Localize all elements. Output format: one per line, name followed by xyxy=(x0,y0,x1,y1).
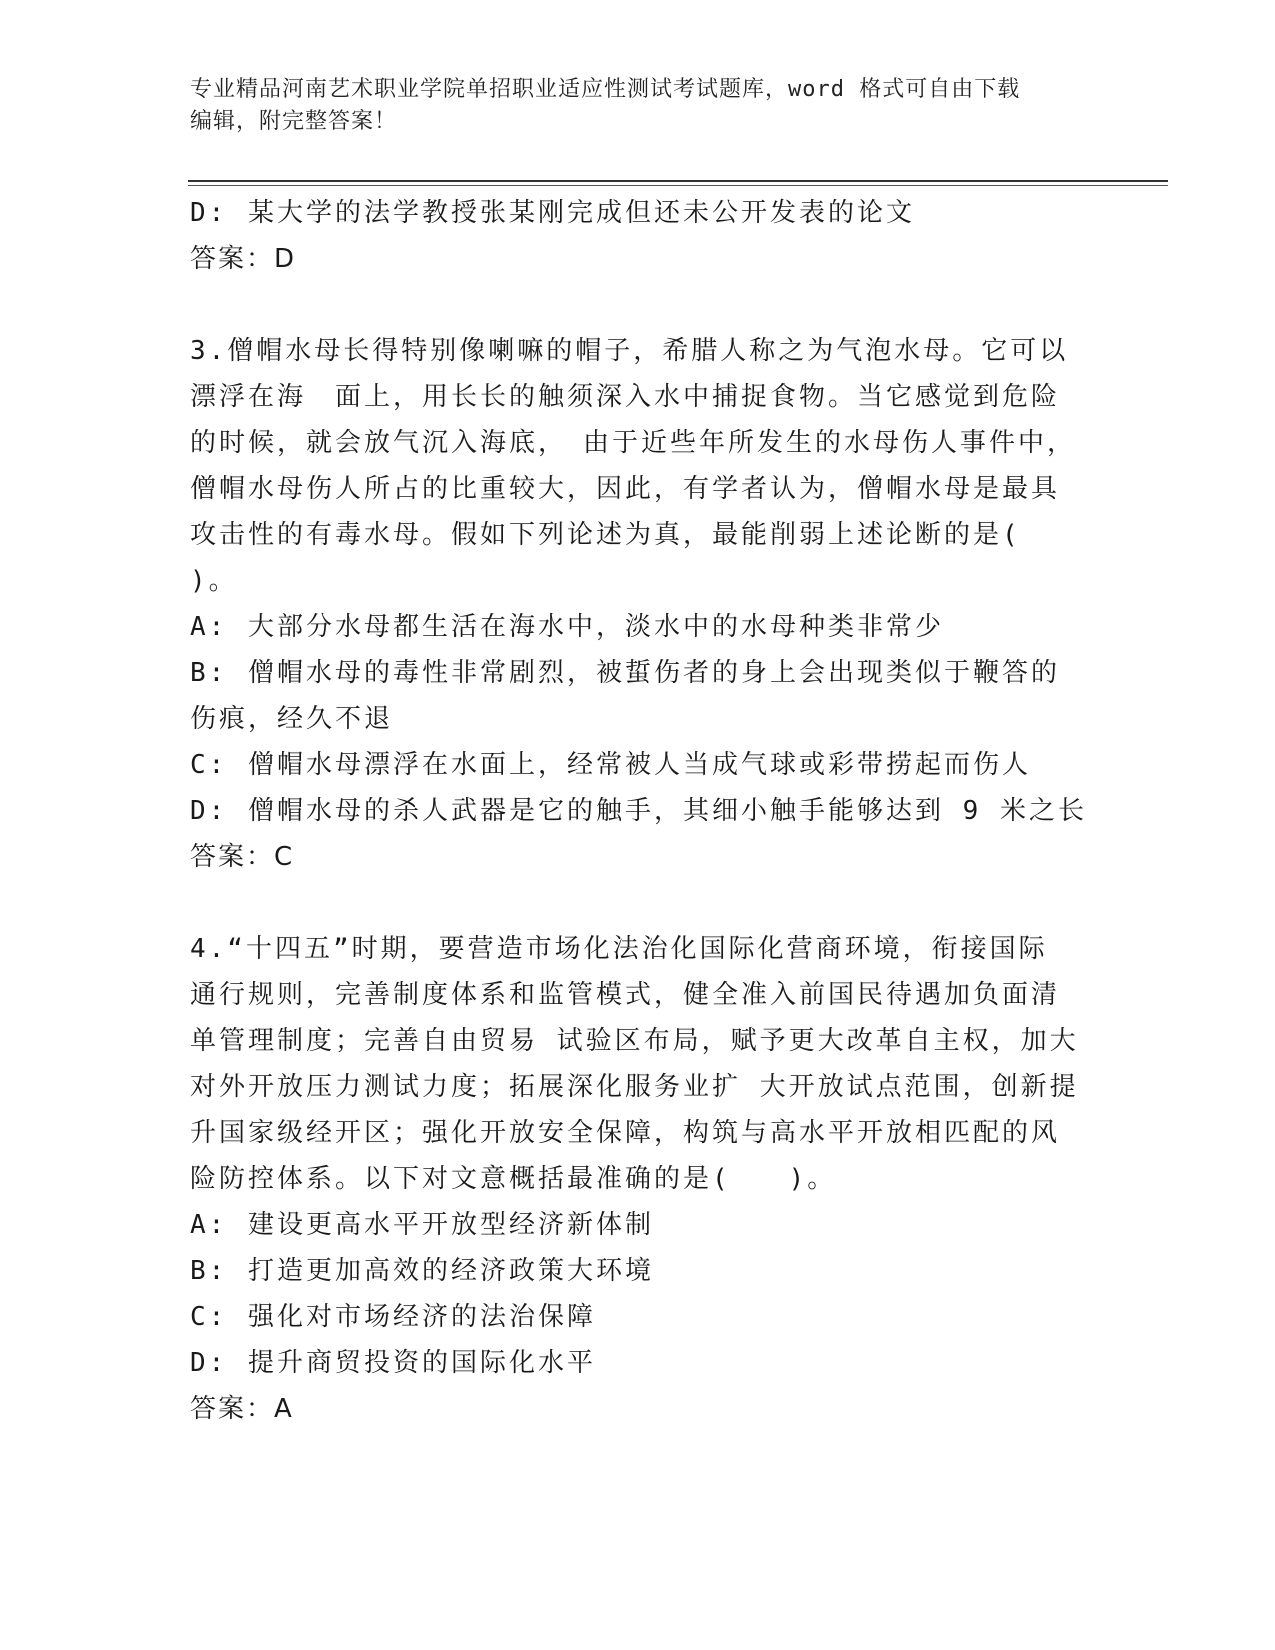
q2-answer: 答案：D xyxy=(190,244,297,274)
q3-stem-line: 3.僧帽水母长得特别像喇嘛的帽子，希腊人称之为气泡水母。它可以 xyxy=(190,336,1069,366)
spacer xyxy=(190,282,1090,328)
document-body xyxy=(190,190,1090,1432)
spacer xyxy=(190,880,1090,926)
q4-stem-line: 4.“十四五”时期，要营造市场化法治化国际化营商环境，衔接国际 xyxy=(190,934,1048,964)
option-text: 僧帽水母的毒性非常剧烈，被蜇伤者的身上会出现类似于鞭答的 xyxy=(248,658,1061,688)
q3-stem-line: 攻击性的有毒水母。假如下列论述为真，最能削弱上述论断的是( xyxy=(190,520,1021,550)
q4-stem xyxy=(190,926,1090,1202)
q3-answer: 答案：C xyxy=(190,842,295,872)
option-text: 某大学的法学教授张某刚完成但还未公开发表的论文 xyxy=(248,198,916,228)
option-key: A: xyxy=(190,612,228,642)
q4-stem-line: 升国家级经开区；强化开放安全保障，构筑与高水平开放相匹配的风 xyxy=(190,1118,1061,1148)
q4-stem-line: 险防控体系。以下对文意概括最准确的是( )。 xyxy=(190,1164,837,1194)
q4-option-a xyxy=(190,1202,1090,1248)
q3-option-b xyxy=(190,650,1090,696)
header-rule-thin xyxy=(188,185,1168,186)
q4-option-c xyxy=(190,1294,1090,1340)
option-key: B: xyxy=(190,658,228,688)
q4-stem-line: 单管理制度；完善自由贸易 试验区布局，赋予更大改革自主权，加大 xyxy=(190,1026,1079,1056)
q4-answer: 答案：A xyxy=(190,1394,294,1424)
q3-option-c xyxy=(190,742,1090,788)
option-text: 僧帽水母漂浮在水面上，经常被人当成气球或彩带捞起而伤人 xyxy=(248,750,1032,780)
document-header xyxy=(190,74,1090,138)
q3-option-a xyxy=(190,604,1090,650)
header-line-1: 专业精品河南艺术职业学院单招职业适应性测试考试题库，word 格式可自由下载 xyxy=(190,77,1021,102)
q3-option-b-continued xyxy=(190,696,1090,742)
q4-stem-line: 通行规则，完善制度体系和监管模式，健全准入前国民待遇加负面清 xyxy=(190,980,1061,1010)
option-text: 僧帽水母的杀人武器是它的触手，其细小触手能够达到 9 米之长 xyxy=(248,796,1087,826)
q3-stem-line: 的时候，就会放气沉入海底， 由于近些年所发生的水母伤人事件中， xyxy=(190,428,1077,458)
option-key: C: xyxy=(190,750,228,780)
header-rule-thick xyxy=(188,180,1168,182)
q3-stem-line: 漂浮在海 面上，用长长的触须深入水中捕捉食物。当它感觉到危险 xyxy=(190,382,1061,412)
q4-stem-line: 对外开放压力测试力度；拓展深化服务业扩 大开放试点范围，创新提 xyxy=(190,1072,1079,1102)
q2-option-d xyxy=(190,190,1090,236)
q4-option-d xyxy=(190,1340,1090,1386)
option-key: D: xyxy=(190,796,228,826)
q3-stem-line: )。 xyxy=(190,566,238,596)
option-key: D: xyxy=(190,198,228,228)
option-text: 建设更高水平开放型经济新体制 xyxy=(248,1210,655,1240)
q3-stem xyxy=(190,328,1090,604)
option-text: 强化对市场经济的法治保障 xyxy=(248,1302,597,1332)
q4-option-b xyxy=(190,1248,1090,1294)
option-text: 伤痕，经久不退 xyxy=(190,704,394,734)
option-key: C: xyxy=(190,1302,228,1332)
option-key: B: xyxy=(190,1256,228,1286)
q3-option-d xyxy=(190,788,1090,834)
option-text: 打造更加高效的经济政策大环境 xyxy=(248,1256,655,1286)
q3-stem-line: 僧帽水母伤人所占的比重较大，因此，有学者认为，僧帽水母是最具 xyxy=(190,474,1061,504)
header-line-2: 编辑，附完整答案！ xyxy=(190,109,398,134)
option-key: A: xyxy=(190,1210,228,1240)
option-key: D: xyxy=(190,1348,228,1378)
option-text: 提升商贸投资的国际化水平 xyxy=(248,1348,597,1378)
option-text: 大部分水母都生活在海水中，淡水中的水母种类非常少 xyxy=(248,612,945,642)
